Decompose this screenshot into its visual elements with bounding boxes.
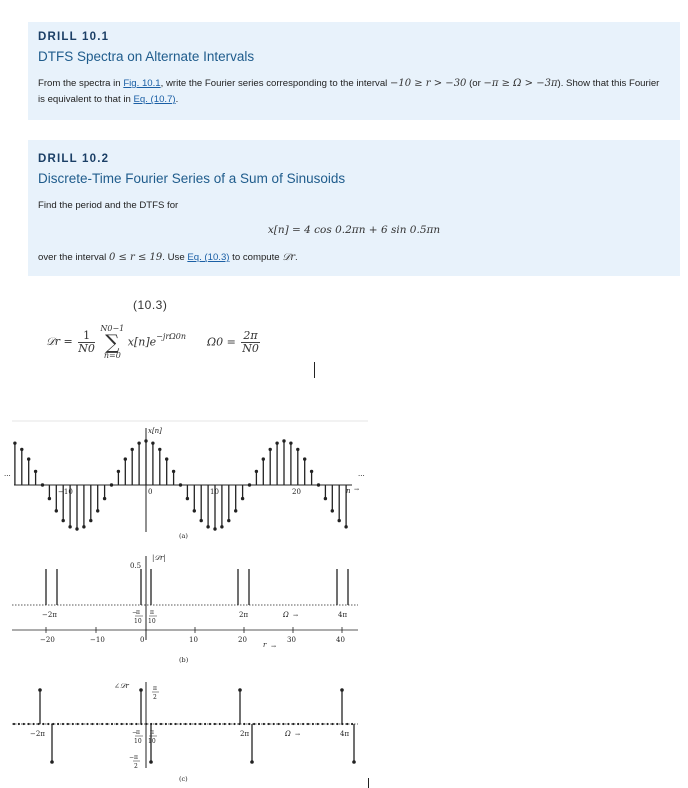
zero-dot [170, 723, 172, 725]
frac-num: π [150, 609, 154, 616]
x-stem-dot [331, 509, 334, 512]
dot [149, 760, 153, 764]
x-stem-dot [234, 509, 237, 512]
zero-dot [219, 723, 221, 725]
x-stem-dot [186, 497, 189, 500]
zero-dot [317, 723, 319, 725]
x-stem-dot [206, 525, 209, 528]
x-stem-dot [41, 483, 44, 486]
frac-den: 10 [134, 738, 142, 745]
x-stem-dot [179, 483, 182, 486]
sigma-glyph: ∑ [105, 330, 120, 354]
zero-dot [116, 723, 118, 725]
zero-dot [155, 723, 157, 725]
sum-symbol [100, 324, 124, 360]
zero-dot [86, 723, 88, 725]
x-stem-dot [96, 509, 99, 512]
tick-label: 20 [292, 488, 301, 496]
dot [250, 760, 254, 764]
x-stem-dot [75, 527, 78, 530]
x-stem-dot [62, 519, 65, 522]
x-stem-dot [213, 527, 216, 530]
zero-dot [214, 723, 216, 725]
zero-dot [258, 723, 260, 725]
zero-dot [111, 723, 113, 725]
ylabel-phase: ∠𝒟r [114, 682, 129, 690]
zero-dot [346, 723, 348, 725]
caption-b: (b) [179, 656, 189, 664]
zero-dot [62, 723, 64, 725]
x-stem-dot [193, 509, 196, 512]
zero-dot [150, 723, 152, 725]
x-stem-dot [344, 525, 347, 528]
x-stem-dot [158, 448, 161, 451]
drill-body-text [38, 250, 662, 266]
zero-dot [175, 723, 177, 725]
drill-title: DTFS Spectra on Alternate Intervals [38, 49, 255, 64]
tick-label: 10 [210, 488, 219, 496]
omega-tick: 2π [239, 611, 249, 619]
zero-dot [126, 723, 128, 725]
dr-stems [46, 569, 348, 605]
x-stem-dot [124, 457, 127, 460]
zero-dot [278, 723, 280, 725]
frac-num: π [136, 609, 140, 616]
text: ). Show that this Fourier is equivalent to that in [38, 78, 660, 105]
zero-dot [180, 723, 182, 725]
zero-dot [18, 723, 20, 725]
arrow: → [295, 731, 301, 738]
zero-dot [302, 723, 304, 725]
x-stem-dot [103, 497, 106, 500]
zero-dot [77, 723, 79, 725]
drill-title: Discrete-Time Fourier Series of a Sum of Sinusoids [38, 171, 346, 186]
zero-dot [341, 723, 343, 725]
zero-dot [331, 723, 333, 725]
x-stem-dot [289, 441, 292, 444]
xlabel-n: n [346, 487, 351, 495]
display-equation: x[n] = 4 cos 0.2πn + 6 sin 0.5πn [267, 224, 441, 236]
caption-c: (c) [179, 775, 188, 783]
r-tick-label: −20 [40, 636, 55, 644]
x-stem-dot [20, 448, 23, 451]
zero-dot [273, 723, 275, 725]
dot [139, 688, 143, 692]
text-cursor [314, 362, 315, 378]
zero-dot [91, 723, 93, 725]
r-tick-label: 40 [336, 636, 345, 644]
eq-10-3-link[interactable]: Eq. (10.3) [187, 252, 230, 263]
frac-num: 2π [243, 328, 258, 342]
text: . Use [162, 252, 188, 263]
text-cursor [368, 778, 369, 788]
minus: − [132, 729, 138, 736]
arrow: → [293, 612, 299, 619]
zero-dot [121, 723, 123, 725]
zero-dot [229, 723, 231, 725]
sum-bottom: n=0 [103, 351, 121, 360]
text: over the interval [38, 252, 109, 263]
x-stem-dot [338, 519, 341, 522]
sum-top: N0−1 [100, 324, 125, 333]
zero-dot [253, 723, 255, 725]
zero-dot [327, 723, 329, 725]
x-stem-dot [34, 470, 37, 473]
omega-fraction [241, 330, 259, 355]
x-stem-dot [137, 441, 140, 444]
frac-num: π [136, 729, 140, 736]
zero-dot [106, 723, 108, 725]
drill-body-text: Find the period and the DTFS for [38, 200, 179, 211]
drill-10-2-box [28, 140, 680, 276]
frac-den: 10 [148, 618, 156, 625]
dot [50, 760, 54, 764]
x-stem-dot [282, 439, 285, 442]
r-tick-label: 10 [189, 636, 198, 644]
zero-dot [233, 723, 235, 725]
zero-dot [307, 723, 309, 725]
dot [238, 688, 242, 692]
zero-dot [322, 723, 324, 725]
zero-dot [72, 723, 74, 725]
dot [352, 760, 356, 764]
zero-dot [140, 723, 142, 725]
zero-dot [47, 723, 49, 725]
zero-dot [263, 723, 265, 725]
text: , write the Fourier series corresponding to the interval [160, 78, 390, 89]
dot [38, 688, 42, 692]
drill-label: DRILL 10.2 [38, 153, 110, 165]
stem-dots [38, 688, 356, 764]
omega-tick: 4π [340, 730, 350, 738]
r-tick-label: 30 [287, 636, 296, 644]
equation-number: (10.3) [133, 298, 168, 312]
zero-dot [336, 723, 338, 725]
zero-dot [145, 723, 147, 725]
x-stem-dot [144, 439, 147, 442]
zero-dots [13, 723, 353, 725]
zero-dot [37, 723, 39, 725]
frac-den: N0 [78, 341, 95, 355]
caption-a: (a) [179, 532, 188, 540]
x-stem-dot [55, 509, 58, 512]
zero-dot [131, 723, 133, 725]
x-stem-dot [68, 525, 71, 528]
omega-label: Ω [283, 611, 289, 619]
zero-dot [204, 723, 206, 725]
zero-dot [52, 723, 54, 725]
zero-dot [189, 723, 191, 725]
zero-dot [57, 723, 59, 725]
summand: x[n]e [127, 335, 157, 349]
ylabel-dr: |𝒟r| [152, 554, 166, 562]
peak-label: 0.5 [130, 562, 142, 570]
text: (or [466, 78, 484, 89]
x-stem-dot [89, 519, 92, 522]
zero-dot [160, 723, 162, 725]
ellipsis-left: ··· [4, 472, 11, 480]
frac-num: π [150, 729, 154, 736]
drill-body-text [38, 76, 662, 108]
x-stem-dot [296, 448, 299, 451]
x-stems [13, 439, 348, 530]
zero-dot [224, 723, 226, 725]
phase-stems [40, 690, 354, 762]
x-stem-dot [48, 497, 51, 500]
x-stem-dot [151, 441, 154, 444]
r-label: r [263, 641, 267, 649]
zero-dot [292, 723, 294, 725]
plot-a [4, 427, 365, 540]
minus: − [129, 754, 135, 761]
zero-dot [209, 723, 211, 725]
zero-dot [13, 723, 15, 725]
x-stem-dot [303, 457, 306, 460]
drill-label: DRILL 10.1 [38, 31, 110, 43]
r-tick-label: 20 [238, 636, 247, 644]
x-stem-dot [269, 448, 272, 451]
frac-den: N0 [242, 341, 259, 355]
zero-dot [67, 723, 69, 725]
arrow: → [271, 643, 277, 650]
math-interval: −10 ≥ r > −30 [389, 78, 467, 89]
x-stem-dot [248, 483, 251, 486]
math-omega-range: −π ≥ Ω > −3π [483, 78, 558, 89]
zero-dot [135, 723, 137, 725]
plot-c [12, 682, 358, 783]
text: . [175, 94, 179, 105]
x-stem-dot [262, 457, 265, 460]
zero-dot [82, 723, 84, 725]
frac-num: 1 [78, 330, 95, 343]
x-stem-dot [110, 483, 113, 486]
zero-dot [238, 723, 240, 725]
omega-label: Ω [285, 730, 291, 738]
math-dr: 𝒟r [282, 252, 296, 263]
zero-dot [199, 723, 201, 725]
omega-tick: 4π [338, 611, 348, 619]
zero-dot [287, 723, 289, 725]
frac-num: π [134, 754, 138, 761]
frac-num: π [153, 685, 157, 692]
drill-10-1-box [28, 22, 680, 120]
dot [340, 688, 344, 692]
zero-dot [248, 723, 250, 725]
zero-dot [312, 723, 314, 725]
x-stem-dot [131, 448, 134, 451]
x-stem-dot [220, 525, 223, 528]
arrow: → [354, 486, 360, 493]
x-stem-dot [241, 497, 244, 500]
zero-dot [165, 723, 167, 725]
zero-dot [42, 723, 44, 725]
zero-dot [23, 723, 25, 725]
r-ticks [40, 627, 345, 644]
omega-lhs: Ω0 = [207, 335, 236, 349]
frac-den: 2 [134, 763, 138, 770]
x-stem-dot [255, 470, 258, 473]
x-stem-dot [227, 519, 230, 522]
x-stem-dot [82, 525, 85, 528]
eq-lhs: 𝒟r = [46, 335, 73, 348]
eq-10-7-link[interactable]: Eq. (10.7) [133, 94, 176, 105]
x-stem-dot [172, 470, 175, 473]
r-tick-label: −10 [90, 636, 105, 644]
x-stem-dot [200, 519, 203, 522]
x-stem-dot [310, 470, 313, 473]
ylabel-xn: x[n] [148, 427, 162, 435]
zero-dot [33, 723, 35, 725]
x-stem-dot [13, 441, 16, 444]
zero-dot [297, 723, 299, 725]
minus: − [132, 609, 138, 616]
x-stem-dot [165, 457, 168, 460]
zero-dot [243, 723, 245, 725]
zero-dot [101, 723, 103, 725]
text: From the spectra in [38, 78, 124, 89]
tick-label: −10 [58, 488, 73, 496]
x-stem-dot [324, 497, 327, 500]
text: . [295, 252, 298, 263]
fig-10-1-link[interactable]: Fig. 10.1 [123, 78, 161, 89]
tick-label: 0 [148, 488, 153, 496]
zero-dot [184, 723, 186, 725]
exponent: −jrΩ0n [156, 332, 187, 341]
omega-tick: 2π [240, 730, 250, 738]
x-stem-dot [117, 470, 120, 473]
zero-dot [96, 723, 98, 725]
equation-10-3 [46, 324, 262, 360]
zero-dot [351, 723, 353, 725]
x-stem-dot [317, 483, 320, 486]
frac-den: 2 [153, 694, 157, 701]
zero-dot [268, 723, 270, 725]
x-stem-dot [275, 441, 278, 444]
plot-b [12, 554, 358, 664]
text: to compute [229, 252, 283, 263]
ellipsis-right: ··· [358, 472, 365, 480]
omega-tick: −2π [30, 730, 45, 738]
x-stem-dot [27, 457, 30, 460]
zero-dot [282, 723, 284, 725]
zero-dot [28, 723, 30, 725]
eq-fraction [78, 330, 95, 355]
frac-den: 10 [134, 618, 142, 625]
frac-den: 10 [148, 738, 156, 745]
omega-tick: −2π [42, 611, 57, 619]
r-tick-label: 0 [140, 636, 145, 644]
math-interval: 0 ≤ r ≤ 19 [108, 252, 163, 263]
zero-dot [194, 723, 196, 725]
